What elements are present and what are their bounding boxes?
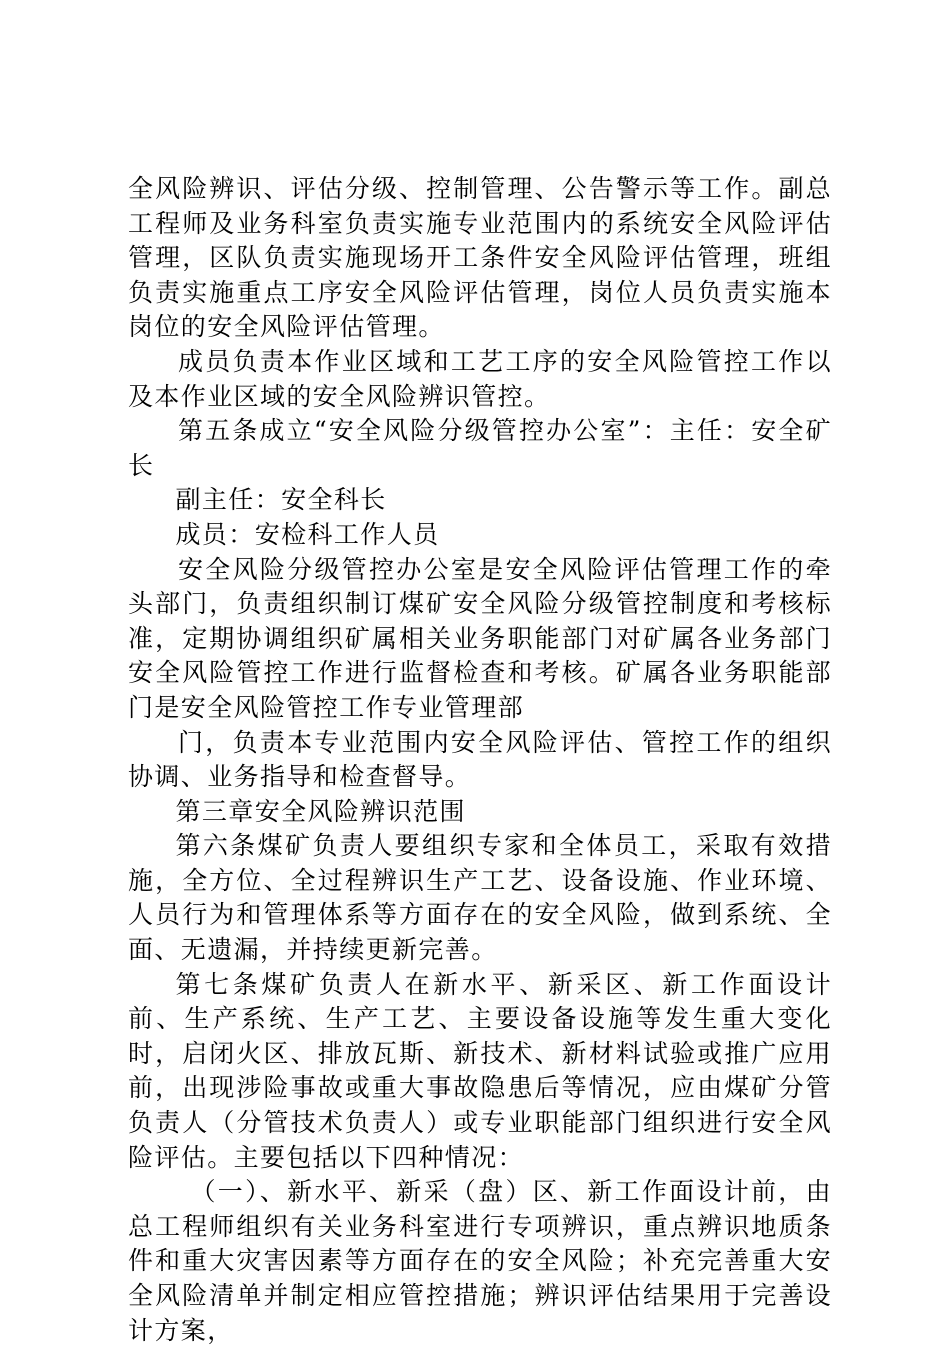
paragraph-article-7: 第七条煤矿负责人在新水平、新采区、新工作面设计前、生产系统、生产工艺、主要设备设施等发生重大变化时，启闭火区、排放瓦斯、新技术、新材料试验或推广应用前，出现涉险事故或重大事故隐患后等情况，应由煤矿分管负责人（分管技术负责人）或专业职能部门组织进行安全风险评估。主要包括以下四种情况： <box>128 969 832 1172</box>
chapter-3-heading: 第三章安全风险辨识范围 <box>175 796 466 826</box>
paragraph-article-5: 第五条成立“安全风险分级管控办公室”：主任：安全矿长 <box>128 416 832 480</box>
document-body <box>128 172 832 1348</box>
paragraph-members: 成员：安检科工作人员 <box>175 519 440 549</box>
paragraph-article-6: 第六条煤矿负责人要组织专家和全体员工，采取有效措施，全方位、全过程辨识生产工艺、设备设施、作业环境、人员行为和管理体系等方面存在的安全风险，做到系统、全面、无遗漏，并持续更新完善。 <box>128 831 832 965</box>
paragraph-office-role: 安全风险分级管控办公室是安全风险评估管理工作的牵头部门，负责组织制订煤矿安全风险分级管控制度和考核标准，定期协调组织矿属相关业务职能部门对矿属各业务部门安全风险管控工作进行监督检查和考核。矿属各业务职能部门是安全风险管控工作专业管理部 <box>128 554 832 722</box>
paragraph-item-1: （一）、新水平、新采（盘）区、新工作面设计前，由总工程师组织有关业务科室进行专项辨识，重点辨识地质条件和重大灾害因素等方面存在的安全风险；补充完善重大安全风险清单并制定相应管控措施；辨识评估结果用于完善设计方案， <box>128 1177 832 1345</box>
paragraph-members-duty: 成员负责本作业区域和工艺工序的安全风险管控工作以及本作业区域的安全风险辨识管控。 <box>128 346 832 411</box>
paragraph-deputy-director: 副主任：安全科长 <box>175 485 387 515</box>
paragraph-responsibilities: 全风险辨识、评估分级、控制管理、公告警示等工作。副总工程师及业务科室负责实施专业范围内的系统安全风险评估管理，区队负责实施现场开工条件安全风险评估管理，班组负责实施重点工序安全风险评估管理，岗位人员负责实施本岗位的安全风险评估管理。 <box>128 174 832 342</box>
paragraph-departments: 门，负责本专业范围内安全风险评估、管控工作的组织协调、业务指导和检查督导。 <box>128 727 832 792</box>
